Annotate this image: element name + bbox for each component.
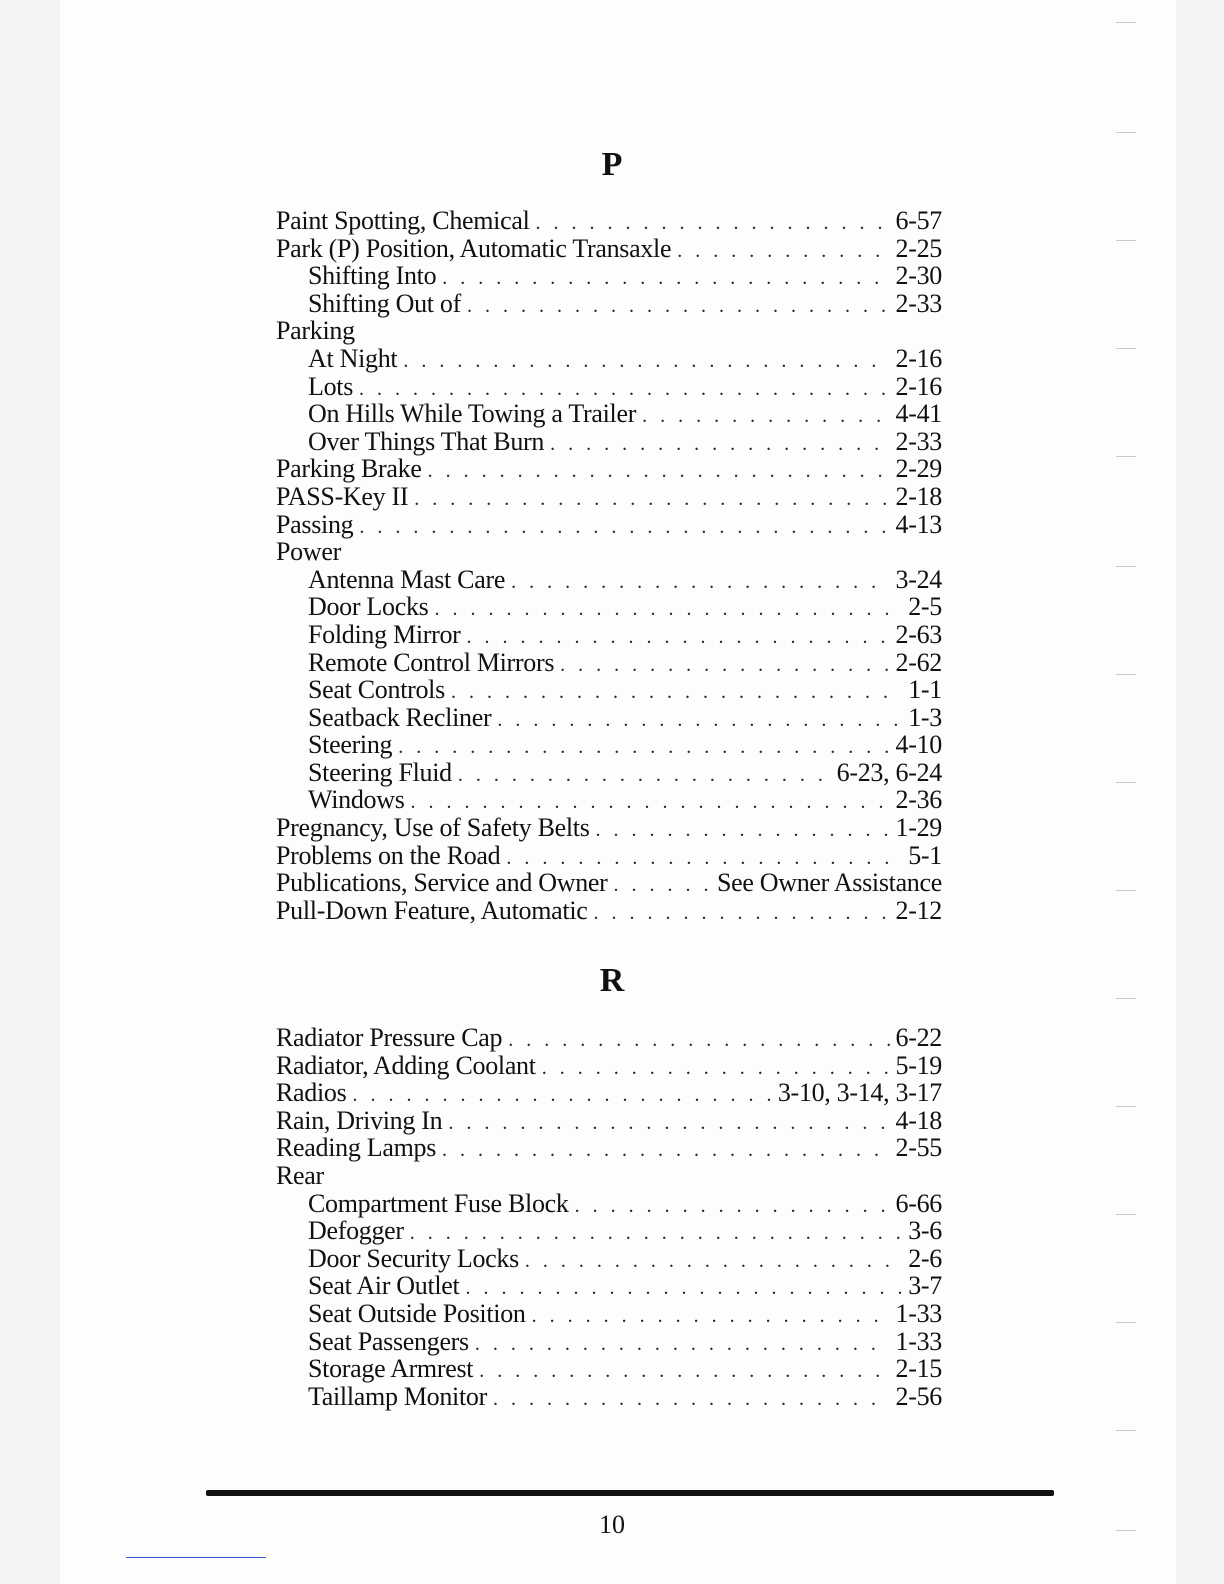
entry-page-ref: 6-22 — [895, 1023, 942, 1052]
margin-tick — [1116, 132, 1136, 133]
entry-label: Door Security Locks — [308, 1243, 519, 1273]
entry-page-ref: 6-57 — [895, 206, 942, 235]
entry-page-ref: 4-18 — [895, 1105, 942, 1135]
index-subentry — [276, 345, 942, 373]
index-subentry — [276, 786, 942, 814]
entry-page-ref: 3-7 — [908, 1271, 942, 1301]
dot-leader — [428, 458, 890, 486]
dot-leader — [414, 486, 889, 514]
margin-tick — [1116, 890, 1136, 891]
entry-label: Seat Controls — [308, 675, 445, 705]
margin-tick — [1116, 566, 1136, 567]
index-entry — [276, 1052, 942, 1080]
index-subentry — [276, 621, 942, 649]
entry-page-ref: 2-62 — [895, 647, 942, 677]
entry-page-ref: 2-29 — [895, 454, 942, 484]
index-subentry — [276, 1217, 942, 1245]
entry-page-ref: 4-13 — [895, 509, 942, 539]
entry-page-ref: 1-29 — [895, 813, 942, 843]
index-entry — [276, 538, 942, 566]
dot-leader — [467, 293, 890, 321]
index-entry — [276, 1162, 942, 1190]
index-subentry — [276, 373, 942, 401]
entry-page-ref: 3-24 — [895, 564, 942, 594]
margin-tick — [1116, 1530, 1136, 1531]
entry-page-ref: 2-18 — [895, 481, 942, 511]
index-list-r — [276, 1024, 942, 1410]
dot-leader — [479, 1358, 889, 1386]
entry-label: Compartment Fuse Block — [308, 1188, 569, 1218]
entry-page-ref: 2-5 — [908, 592, 942, 622]
dot-leader — [560, 652, 889, 680]
dot-leader — [359, 514, 889, 542]
dot-leader — [475, 1331, 890, 1359]
index-subentry — [276, 262, 942, 290]
entry-page-ref: 2-63 — [895, 619, 942, 649]
section-heading-p: P — [601, 146, 623, 183]
entry-page-ref: 4-10 — [895, 730, 942, 760]
dot-leader — [465, 1275, 902, 1303]
dot-leader — [403, 348, 889, 376]
dot-leader — [458, 762, 831, 790]
entry-page-ref: 5-19 — [895, 1050, 942, 1080]
index-subentry — [276, 1355, 942, 1383]
entry-label: Pregnancy, Use of Safety Belts — [276, 813, 590, 843]
index-subentry — [276, 566, 942, 594]
entry-label: Parking — [276, 316, 355, 346]
dot-leader — [442, 1137, 890, 1165]
index-list-p — [276, 207, 942, 924]
index-subentry — [276, 759, 942, 787]
index-subentry — [276, 428, 942, 456]
scan-link-underline — [126, 1557, 266, 1558]
index-subentry — [276, 400, 942, 428]
dot-leader — [525, 1248, 902, 1276]
entry-label: Park (P) Position, Automatic Transaxle — [276, 233, 672, 263]
margin-tick — [1116, 1322, 1136, 1323]
index-subentry — [276, 1190, 942, 1218]
index-subentry — [276, 731, 942, 759]
dot-leader — [511, 569, 889, 597]
entry-page-ref: 2-56 — [895, 1381, 942, 1411]
entry-page-ref: 3-10, 3-14, 3-17 — [777, 1078, 942, 1108]
index-entry — [276, 869, 942, 897]
index-entry — [276, 814, 942, 842]
index-entry — [276, 1134, 942, 1162]
entry-page-ref: 2-15 — [895, 1354, 942, 1384]
index-subentry — [276, 1300, 942, 1328]
entry-label: Remote Control Mirrors — [308, 647, 555, 677]
entry-page-ref: 2-6 — [908, 1243, 942, 1273]
dot-leader — [497, 707, 902, 735]
entry-page-ref: See Owner Assistance — [716, 868, 942, 898]
margin-tick — [1116, 348, 1136, 349]
index-entry — [276, 483, 942, 511]
index-subentry — [276, 1383, 942, 1411]
entry-page-ref: 2-16 — [895, 371, 942, 401]
entry-page-ref: 6-23, 6-24 — [836, 757, 942, 787]
entry-label: Pull-Down Feature, Automatic — [276, 895, 588, 925]
entry-label: Radios — [276, 1078, 347, 1108]
entry-label: Steering Fluid — [308, 757, 452, 787]
dot-leader — [398, 734, 889, 762]
dot-leader — [550, 431, 889, 459]
dot-leader — [596, 817, 890, 845]
entry-label: Windows — [308, 785, 405, 815]
entry-label: PASS-Key II — [276, 481, 409, 511]
margin-tick — [1116, 1106, 1136, 1107]
entry-label: Steering — [308, 730, 393, 760]
entry-page-ref: 4-41 — [895, 399, 942, 429]
entry-label: Folding Mirror — [308, 619, 461, 649]
dot-leader — [642, 403, 889, 431]
index-entry — [276, 1079, 942, 1107]
entry-page-ref: 2-16 — [895, 343, 942, 373]
entry-page-ref: 2-55 — [895, 1133, 942, 1163]
entry-page-ref: 2-30 — [895, 261, 942, 291]
dot-leader — [532, 1303, 890, 1331]
margin-tick — [1116, 998, 1136, 999]
dot-leader — [442, 265, 889, 293]
entry-page-ref: 1-33 — [895, 1326, 942, 1356]
index-entry — [276, 455, 942, 483]
entry-page-ref: 3-6 — [908, 1216, 942, 1246]
index-subentry — [276, 649, 942, 677]
entry-label: Taillamp Monitor — [308, 1381, 487, 1411]
entry-label: Antenna Mast Care — [308, 564, 506, 594]
index-entry — [276, 1107, 942, 1135]
index-subentry — [276, 1245, 942, 1273]
dot-leader — [448, 1110, 889, 1138]
entry-label: Power — [276, 537, 341, 567]
entry-page-ref: 2-33 — [895, 288, 942, 318]
entry-label: Defogger — [308, 1216, 404, 1246]
dot-leader — [451, 679, 902, 707]
entry-label: Seat Air Outlet — [308, 1271, 460, 1301]
margin-tick — [1116, 782, 1136, 783]
entry-label: Shifting Into — [308, 261, 437, 291]
entry-page-ref: 5-1 — [908, 840, 942, 870]
index-subentry — [276, 676, 942, 704]
index-entry — [276, 235, 942, 263]
dot-leader — [493, 1386, 890, 1414]
entry-page-ref: 1-3 — [908, 702, 942, 732]
dot-leader — [614, 872, 711, 900]
margin-tick — [1116, 674, 1136, 675]
entry-label: Door Locks — [308, 592, 429, 622]
dot-leader — [677, 238, 889, 266]
entry-page-ref: 1-33 — [895, 1298, 942, 1328]
index-entry — [276, 1024, 942, 1052]
margin-tick — [1116, 1214, 1136, 1215]
index-entry — [276, 317, 942, 345]
footer-rule — [206, 1490, 1054, 1496]
entry-label: Rain, Driving In — [276, 1105, 443, 1135]
entry-label: Lots — [308, 371, 354, 401]
entry-page-ref: 2-25 — [895, 233, 942, 263]
entry-page-ref: 1-1 — [908, 675, 942, 705]
index-entry — [276, 842, 942, 870]
entry-label: Storage Armrest — [308, 1354, 474, 1384]
margin-tick — [1116, 240, 1136, 241]
index-entry — [276, 511, 942, 539]
entry-label: On Hills While Towing a Trailer — [308, 399, 637, 429]
index-subentry — [276, 1272, 942, 1300]
entry-label: Paint Spotting, Chemical — [276, 206, 530, 235]
page-number: 10 — [599, 1510, 625, 1539]
margin-tick — [1116, 22, 1136, 23]
dot-leader — [594, 900, 890, 928]
entry-label: Rear — [276, 1160, 324, 1190]
entry-label: Reading Lamps — [276, 1133, 437, 1163]
entry-label: Seat Outside Position — [308, 1298, 526, 1328]
entry-page-ref: 6-66 — [895, 1188, 942, 1218]
entry-label: Shifting Out of — [308, 288, 461, 318]
section-heading-r: R — [599, 962, 625, 999]
margin-tick — [1116, 456, 1136, 457]
entry-page-ref: 2-33 — [895, 426, 942, 456]
dot-leader — [575, 1193, 890, 1221]
entry-label: Problems on the Road — [276, 840, 501, 870]
dot-leader — [434, 596, 902, 624]
entry-label: Seatback Recliner — [308, 702, 492, 732]
entry-label: Over Things That Burn — [308, 426, 545, 456]
entry-label: Publications, Service and Owner — [276, 868, 608, 898]
dot-leader — [508, 1027, 889, 1055]
index-entry — [276, 897, 942, 925]
index-entry — [276, 207, 942, 235]
entry-label: Passing — [276, 509, 354, 539]
entry-label: Radiator Pressure Cap — [276, 1023, 503, 1052]
margin-tick — [1116, 1430, 1136, 1431]
entry-label: Parking Brake — [276, 454, 422, 484]
entry-label: At Night — [308, 343, 398, 373]
entry-label: Radiator, Adding Coolant — [276, 1050, 536, 1080]
entry-label: Seat Passengers — [308, 1326, 469, 1356]
index-subentry — [276, 290, 942, 318]
index-subentry — [276, 704, 942, 732]
index-subentry — [276, 1328, 942, 1356]
index-subentry — [276, 593, 942, 621]
entry-page-ref: 2-12 — [895, 895, 942, 925]
entry-page-ref: 2-36 — [895, 785, 942, 815]
